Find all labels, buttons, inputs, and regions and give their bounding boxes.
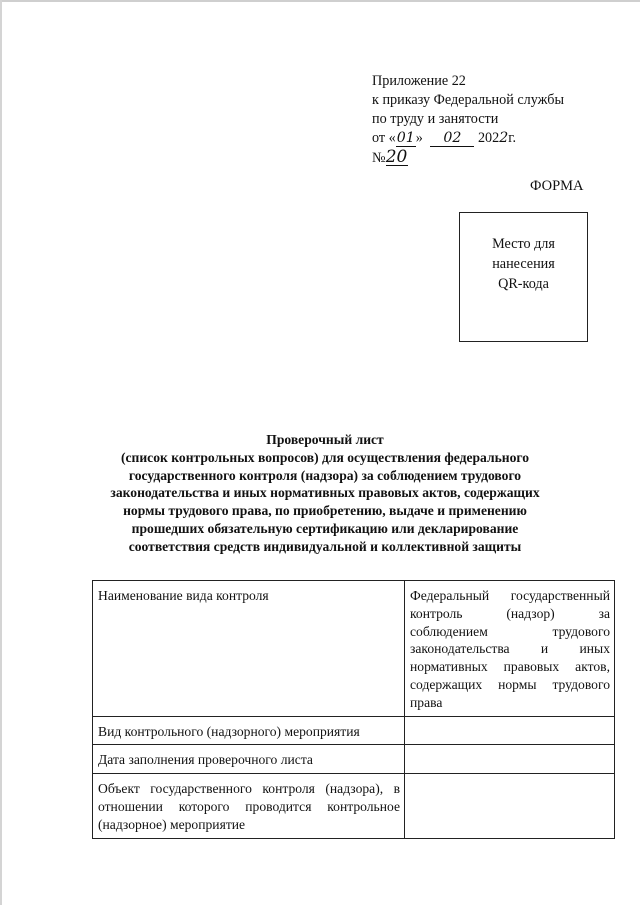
appendix-line-2: к приказу Федеральной службы <box>372 92 565 108</box>
appendix-header <box>372 72 564 148</box>
table-row <box>93 581 615 717</box>
qr-box-line-1: Место для <box>492 236 555 252</box>
appendix-line-3: по труду и занятости <box>372 111 499 127</box>
date-month: 02 <box>430 131 474 147</box>
table-row <box>93 716 615 745</box>
table-cell-label: Наименование вида контроля <box>93 581 405 717</box>
title-line-7: соответствия средств индивидуальной и коллективной защиты <box>128 538 522 554</box>
qr-box-line-3: QR-кода <box>498 276 549 292</box>
date-end: г. <box>508 130 517 146</box>
table-cell-label: Вид контрольного (надзорного) мероприятия <box>93 716 405 745</box>
table-cell-value <box>405 774 615 838</box>
form-label: ФОРМА <box>530 178 584 194</box>
scan-edge-top <box>0 0 640 2</box>
table-row <box>93 774 615 838</box>
appendix-line-1: Приложение 22 <box>372 73 466 89</box>
date-day: 01 <box>396 130 415 146</box>
title-line-5: нормы трудового права, по приобретению, выдаче и применению <box>123 503 527 519</box>
control-info-table <box>92 580 615 839</box>
scan-edge-left <box>0 0 2 905</box>
number-value: 20 <box>385 147 408 167</box>
table-cell-value: Федеральный государственный контроль (надзор) за соблюдением трудового законодательства и иных нормативных правовых актов, содержащих нормы трудового права <box>405 581 615 717</box>
title-line-6: прошедших обязательную сертификацию или декларирование <box>131 520 519 536</box>
table-cell-value <box>405 745 615 774</box>
date-prefix: от « <box>372 130 396 146</box>
order-number <box>372 147 408 167</box>
title-line-3: государственного контроля (надзора) за соблюдением трудового <box>128 467 522 483</box>
table-cell-value <box>405 716 615 745</box>
number-prefix: № <box>372 150 386 166</box>
table-cell-label: Объект государственного контроля (надзора), в отношении которого проводится контрольное (надзорное) мероприятие <box>93 774 405 838</box>
date-year-suffix: 2 <box>499 130 509 146</box>
title-line-4: законодательства и иных нормативных правовых актов, содержащих <box>110 485 540 501</box>
table-cell-label: Дата заполнения проверочного листа <box>93 745 405 774</box>
table-row <box>93 745 615 774</box>
appendix-date-line <box>372 129 564 148</box>
qr-box-line-2: нанесения <box>492 256 555 272</box>
title-line-1: Проверочный лист <box>266 432 384 447</box>
document-title <box>80 431 570 556</box>
title-line-2: (список контрольных вопросов) для осуществления федерального <box>120 449 530 465</box>
qr-code-placeholder <box>459 212 588 342</box>
date-mid: » <box>415 130 423 146</box>
date-year-prefix: 202 <box>477 130 500 146</box>
